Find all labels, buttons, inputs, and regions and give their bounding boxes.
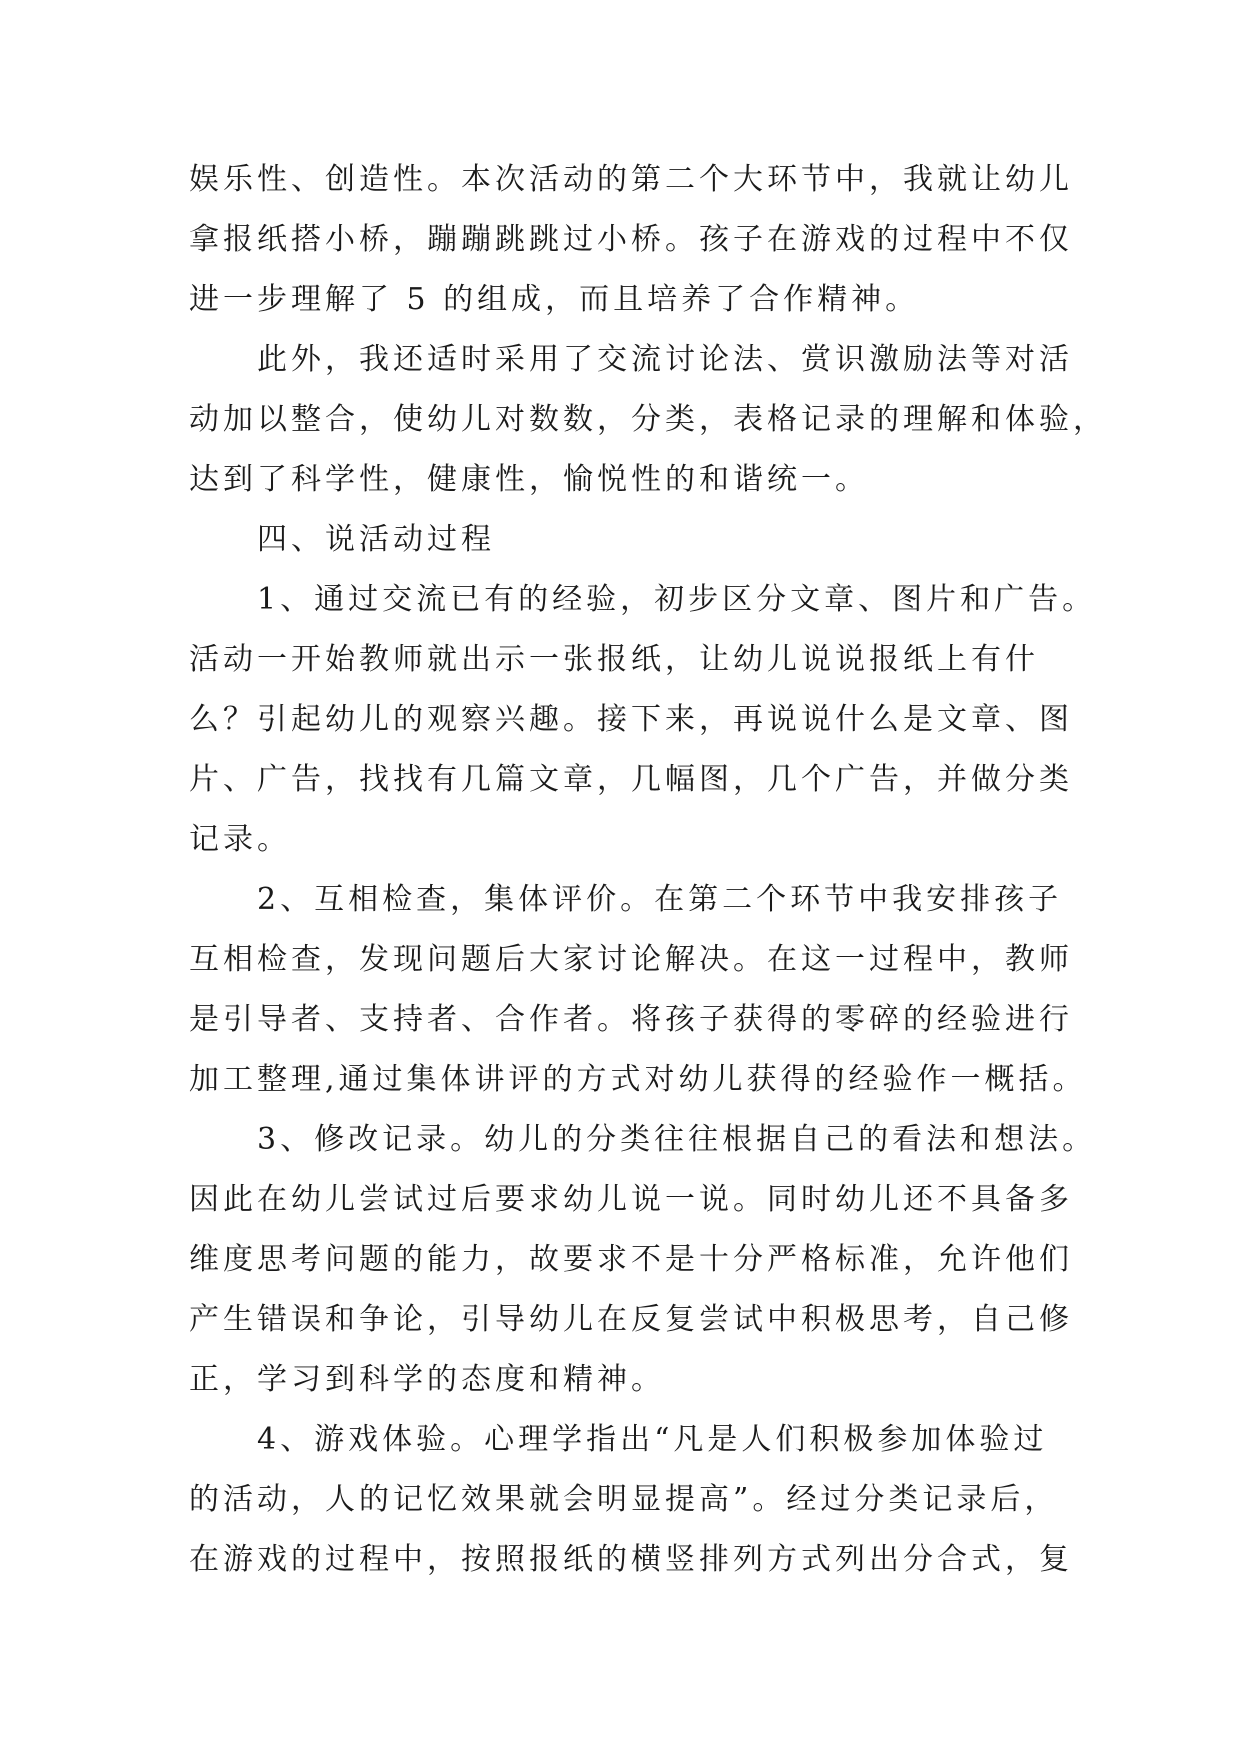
text-line: 维度思考问题的能力，故要求不是十分严格标准，允许他们 xyxy=(189,1242,1073,1277)
text-line: 片、广告，找找有几篇文章，几幅图，几个广告，并做分类 xyxy=(189,762,1073,797)
text-line: 进一步理解了 5 的组成，而且培养了合作精神。 xyxy=(189,282,920,317)
text-line: 4、游戏体验。心理学指出“凡是人们积极参加体验过 xyxy=(189,1422,1048,1457)
text-line: 的活动，人的记忆效果就会明显提高”。经过分类记录后， xyxy=(189,1482,1059,1517)
text-line: 3、修改记录。幼儿的分类往往根据自己的看法和想法。 xyxy=(189,1122,1097,1157)
text-line: 娱乐性、创造性。本次活动的第二个大环节中，我就让幼儿 xyxy=(189,162,1073,197)
text-line: 加工整理,通过集体讲评的方式对幼儿获得的经验作一概括。 xyxy=(189,1062,1087,1097)
text-line: 拿报纸搭小桥，蹦蹦跳跳过小桥。孩子在游戏的过程中不仅 xyxy=(189,222,1073,257)
text-line: 动加以整合，使幼儿对数数，分类，表格记录的理解和体验， xyxy=(189,402,1107,437)
text-line: 1、通过交流已有的经验，初步区分文章、图片和广告。 xyxy=(189,582,1097,617)
document-body xyxy=(189,160,1107,1600)
text-line: 活动一开始教师就出示一张报纸，让幼儿说说报纸上有什 xyxy=(189,642,1039,677)
text-line: 正，学习到科学的态度和精神。 xyxy=(189,1362,665,1397)
text-line: 么？引起幼儿的观察兴趣。接下来，再说说什么是文章、图 xyxy=(189,702,1073,737)
text-line: 记录。 xyxy=(189,822,291,857)
text-line: 互相检查，发现问题后大家讨论解决。在这一过程中，教师 xyxy=(189,942,1073,977)
text-line: 产生错误和争论，引导幼儿在反复尝试中积极思考，自己修 xyxy=(189,1302,1073,1337)
section-heading: 四、说活动过程 xyxy=(189,522,495,557)
text-line: 达到了科学性，健康性，愉悦性的和谐统一。 xyxy=(189,462,869,497)
text-line: 因此在幼儿尝试过后要求幼儿说一说。同时幼儿还不具备多 xyxy=(189,1182,1073,1217)
text-line: 是引导者、支持者、合作者。将孩子获得的零碎的经验进行 xyxy=(189,1002,1073,1037)
text-line: 此外，我还适时采用了交流讨论法、赏识激励法等对活 xyxy=(189,342,1073,377)
text-line: 2、互相检查，集体评价。在第二个环节中我安排孩子 xyxy=(189,882,1063,917)
text-line: 在游戏的过程中，按照报纸的横竖排列方式列出分合式，复 xyxy=(189,1542,1073,1577)
